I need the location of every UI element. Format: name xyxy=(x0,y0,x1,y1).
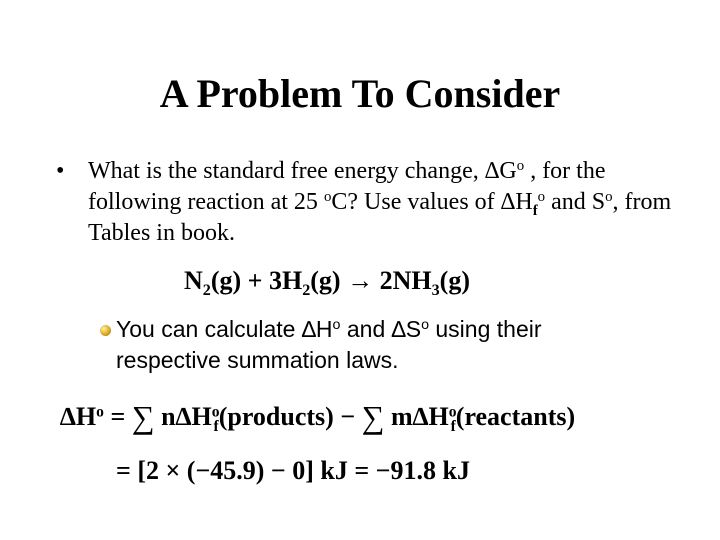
reaction-arrow-icon: → xyxy=(347,266,374,295)
main-bullet xyxy=(56,156,696,249)
sub-bullet-text: You can calculate $\Delta H^o$ and $\Delta S^o$ using their respective summation laws. xyxy=(116,316,542,373)
enthalpy-summation-equation: $\Delta H^o$ = ∑ $n\Delta H^o_f(products)$ − ∑ $m\Delta H^o_f(reactants)$ xyxy=(60,399,576,436)
sub-bullet xyxy=(100,314,700,376)
bullet-marker: • xyxy=(56,158,65,184)
reaction-equation: $N_2(g) + 3H_2(g) \to 2NH_3(g)$ xyxy=(184,266,470,300)
sub-bullet-marker-icon xyxy=(100,325,111,336)
summation-icon: ∑ xyxy=(361,399,385,435)
bullet-text: What is the standard free energy change, $\Delta G^o$ , for the following reaction at 25 $^o$C? Use values of $\Delta H_f^o$ and $S^o$, from Tables in book. xyxy=(88,157,672,246)
slide-title: A Problem To Consider xyxy=(159,71,561,116)
enthalpy-result-equation: = [2 × (−45.9) − 0] kJ = −91.8 kJ xyxy=(116,456,470,485)
summation-icon: ∑ xyxy=(131,399,155,435)
